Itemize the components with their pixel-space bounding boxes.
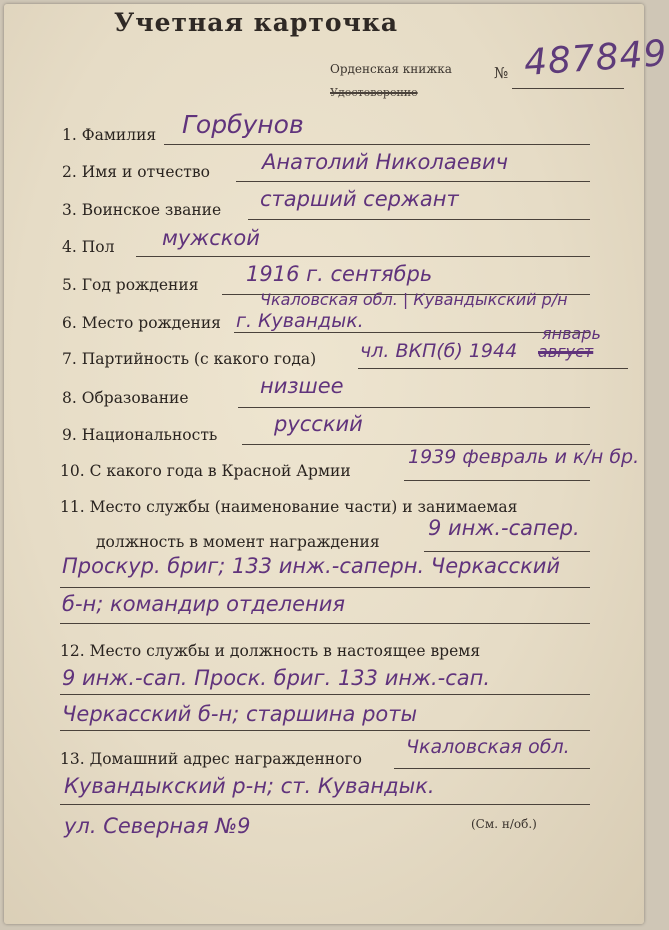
field-4-sex: мужской (162, 226, 260, 250)
number-underline (512, 88, 624, 89)
field-10-label: 10. С какого года в Красной Армии (60, 462, 351, 480)
field-6-line (234, 332, 590, 333)
field-1-line (164, 144, 590, 145)
field-13-line-2 (60, 804, 590, 805)
field-7-party: чл. ВКП(б) 1944 (360, 340, 518, 362)
field-7-label: 7. Партийность (с какого года) (62, 350, 317, 368)
order-book-label: Орденская книжка (330, 62, 452, 76)
field-10-line (404, 480, 590, 481)
field-8-education: низшее (260, 374, 344, 398)
field-2-name: Анатолий Николаевич (262, 150, 509, 174)
field-10-army-since: 1939 февраль и к/н бр. (408, 446, 640, 468)
card-title: Учетная карточка (114, 8, 399, 37)
field-11-unit-2: Проскур. бриг; 133 инж.-саперн. Черкасский (62, 554, 561, 578)
field-6-birthplace-region: Чкаловская обл. | Кувандыкский р/н (260, 290, 568, 309)
field-12-label: 12. Место службы и должность в настоящее время (60, 642, 481, 660)
field-11-label: 11. Место службы (наименование части) и занимаемая (60, 498, 518, 516)
field-9-line (242, 444, 590, 445)
field-11-line-2 (60, 587, 590, 588)
field-8-line (238, 407, 590, 408)
field-7-line (358, 368, 628, 369)
field-11-line-1 (424, 551, 590, 552)
field-11-unit-3: б-н; командир отделения (62, 592, 346, 616)
field-3-line (248, 219, 590, 220)
field-1-surname: Горбунов (182, 110, 304, 139)
field-2-line (236, 181, 590, 182)
award-record-card (4, 4, 669, 924)
field-12-line-1 (60, 694, 590, 695)
field-12-line-2 (60, 730, 590, 731)
field-4-line (136, 256, 590, 257)
field-6-birthplace-town: г. Кувандык. (236, 310, 364, 332)
field-9-label: 9. Национальность (62, 426, 218, 444)
field-13-address-1: Чкаловская обл. (406, 736, 570, 758)
field-11-line-3 (60, 623, 590, 624)
field-13-address-2: Кувандыкский р-н; ст. Кувандык. (64, 774, 435, 798)
field-3-rank: старший сержант (260, 187, 459, 211)
field-12-service-1: 9 инж.-сап. Проск. бриг. 133 инж.-сап. (62, 666, 491, 690)
field-12-service-2: Черкасский б-н; старшина роты (62, 702, 418, 726)
field-8-label: 8. Образование (62, 389, 189, 407)
certificate-label-struck: Удостоверение (330, 86, 418, 99)
field-1-label: 1. Фамилия (62, 126, 157, 144)
field-5-birth-year: 1916 г. сентябрь (246, 262, 433, 286)
field-11-label-line2: должность в момент награждения (96, 533, 380, 551)
field-11-unit-1: 9 инж.-сапер. (428, 516, 580, 540)
card-number-handwritten: 487849 (522, 33, 669, 84)
field-2-label: 2. Имя и отчество (62, 163, 210, 181)
field-13-line-1 (394, 768, 590, 769)
field-4-label: 4. Пол (62, 238, 115, 256)
field-13-address-3: ул. Северная №9 (64, 814, 251, 838)
number-sign: № (494, 64, 509, 82)
field-13-label: 13. Домашний адрес награжденного (60, 750, 362, 768)
field-3-label: 3. Воинское звание (62, 201, 222, 219)
field-9-nationality: русский (274, 412, 363, 436)
see-reverse-note: (См. н/об.) (471, 817, 537, 831)
field-6-label: 6. Место рождения (62, 314, 221, 332)
field-7-month: январь (542, 324, 601, 343)
field-5-label: 5. Год рождения (62, 276, 199, 294)
field-7-month-struck: август (538, 342, 594, 361)
